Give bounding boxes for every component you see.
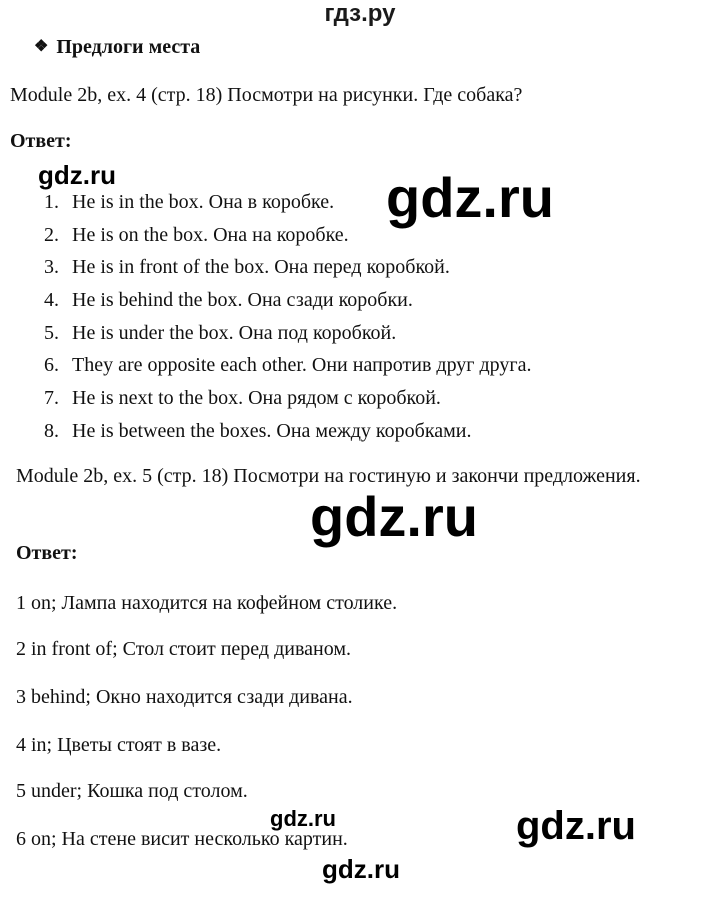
watermark: gdz.ru [310,485,478,548]
answer-line: 3 behind; Окно находится сзади дивана. [16,686,353,708]
item-text: He is in the box. Она в коробке. [72,191,335,213]
site-header: гдз.ру [324,0,396,27]
watermark: gdz.ru [322,854,400,884]
item-number: 6. [44,354,59,377]
item-text: He is on the box. Она на коробке. [72,223,349,246]
answer-line: 1 on; Лампа находится на кофейном столике. [16,592,398,614]
section-heading [34,36,200,59]
answer-line: 2 in front of; Стол стоит перед диваном. [16,638,351,660]
task2-prompt: Module 2b, ex. 5 (стр. 18) Посмотри на гостиную и закончи предложения. [16,465,641,487]
item-number: 3. [44,256,59,279]
task2-answer-label: Ответ: [16,542,78,564]
watermark: gdz.ru [38,160,116,190]
section-title: Предлоги места [56,36,201,58]
answer-line: 5 under; Кошка под столом. [16,780,248,802]
item-text: They are opposite each other. Они напротив друг друга. [72,354,532,377]
answer-line: 6 on; На стене висит несколько картин. [16,828,348,850]
item-text: He is behind the box. Она сзади коробки. [72,289,413,312]
watermark: gdz.ru [270,806,336,831]
item-number: 4. [44,289,59,312]
answer-line: 4 in; Цветы стоят в вазе. [16,734,222,756]
item-number: 8. [44,419,59,442]
item-number: 7. [44,387,59,410]
item-text: He is next to the box. Она рядом с коробкой. [72,387,441,410]
item-text: He is between the boxes. Она между коробками. [72,419,472,442]
item-text: He is in front of the box. Она перед коробкой. [72,256,450,279]
task1-prompt: Module 2b, ex. 4 (стр. 18) Посмотри на рисунки. Где собака? [10,84,523,106]
task1-answer-label: Ответ: [10,130,72,152]
watermark: gdz.ru [516,804,636,848]
item-number: 1. [44,191,59,213]
item-number: 2. [44,223,59,246]
item-number: 5. [44,321,59,344]
bullet-icon: ❖ [34,38,49,55]
item-text: He is under the box. Она под коробкой. [72,321,397,344]
watermark: gdz.ru [386,166,554,229]
